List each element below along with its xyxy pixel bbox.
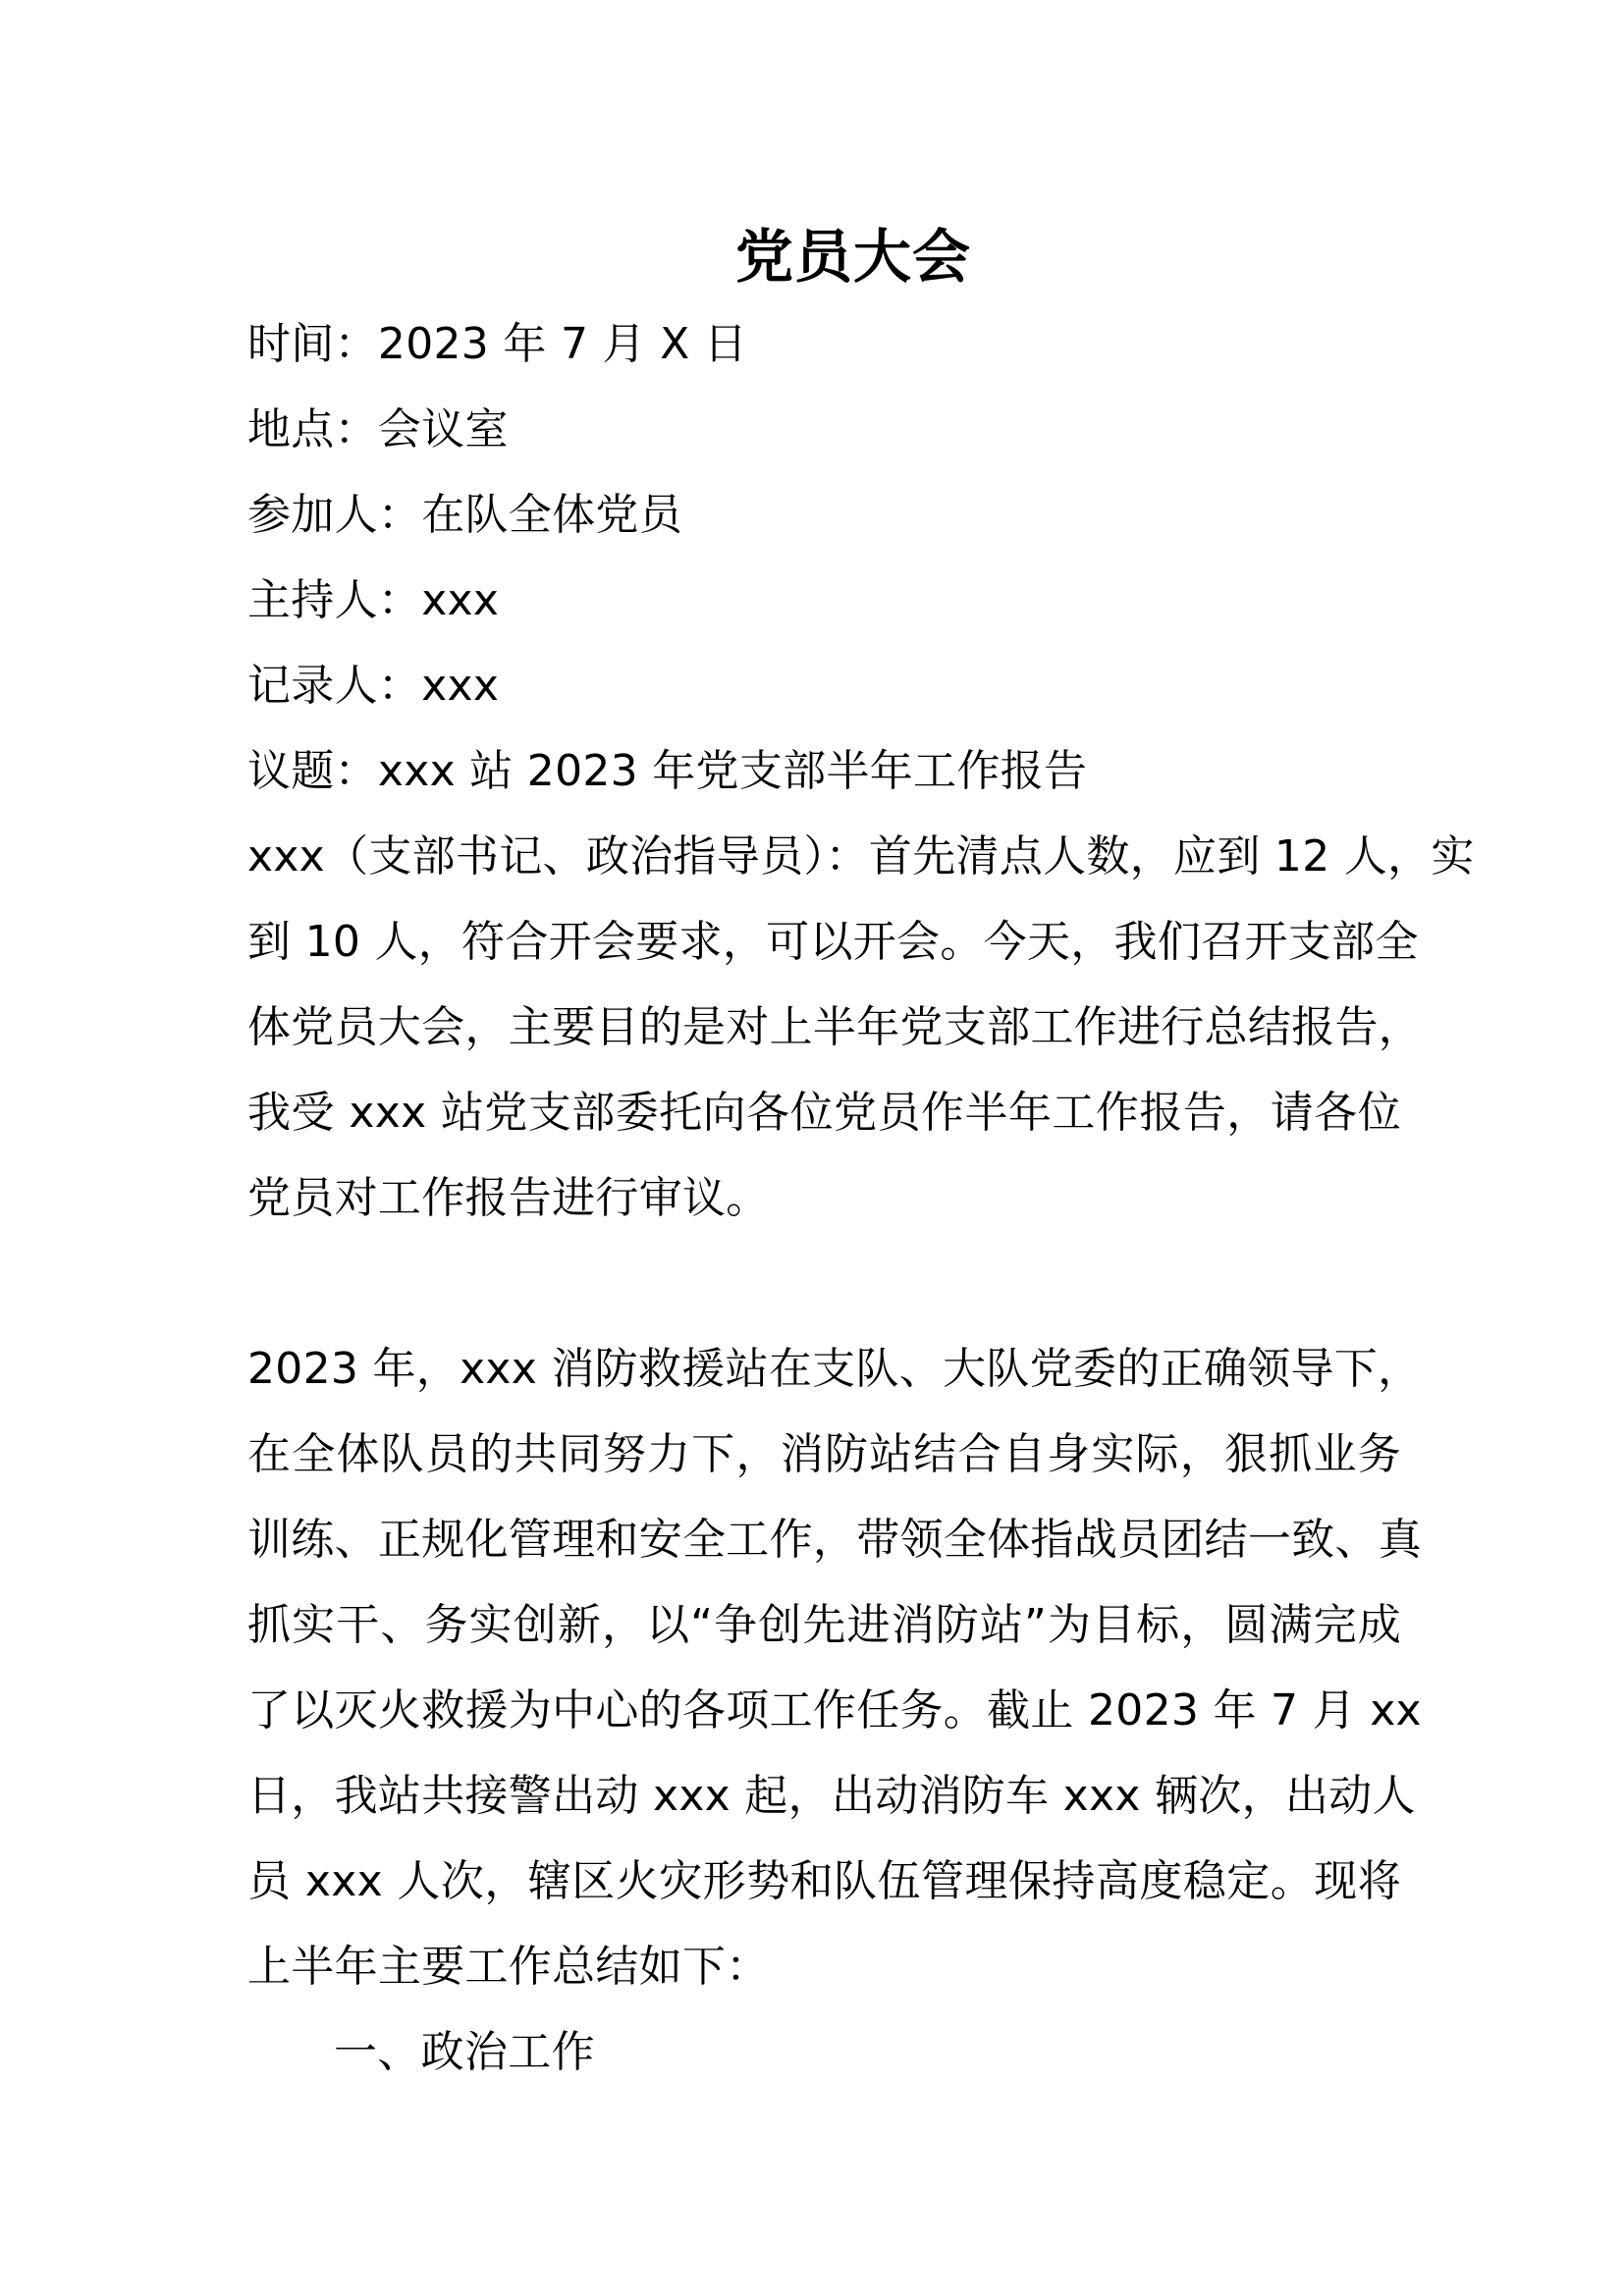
meeting-host: 主持人：xxx [247, 575, 500, 625]
opening-line: 体党员大会，主要目的是对上半年党支部工作进行总结报告， [247, 1002, 1423, 1052]
opening-line: 党员对工作报告进行审议。 [247, 1173, 770, 1223]
document-title: 党员大会 [734, 223, 971, 291]
opening-line: 到 10 人，符合开会要求，可以开会。今天，我们召开支部全 [247, 917, 1419, 967]
report-line: 在全体队员的共同努力下，消防站结合自身实际，狠抓业务 [247, 1429, 1401, 1479]
opening-line: 我受 xxx 站党支部委托向各位党员作半年工作报告，请各位 [247, 1088, 1401, 1138]
report-line: 训练、正规化管理和安全工作，带领全体指战员团结一致、真 [247, 1515, 1423, 1565]
opening-paragraph [247, 814, 1475, 1241]
section-heading: 一、政治工作 [334, 2027, 595, 2077]
report-line: 上半年主要工作总结如下： [247, 1942, 770, 1992]
paragraph-spacer [247, 1241, 1401, 1326]
meeting-participants: 参加人：在队全体党员 [247, 490, 682, 540]
report-line: 2023 年，xxx 消防救援站在支队、大队党委的正确领导下， [247, 1344, 1422, 1394]
report-line: 了以灭火救援为中心的各项工作任务。截止 2023 年 7 月 xx [247, 1685, 1422, 1735]
report-line: 日，我站共接警出动 xxx 起，出动消防车 xxx 辆次，出动人 [247, 1771, 1416, 1821]
report-paragraph [247, 1326, 1423, 2009]
report-line: 抓实干、务实创新，以“争创先进消防站”为目标，圆满完成 [247, 1600, 1401, 1650]
opening-line: xxx（支部书记、政治指导员）：首先清点人数，应到 12 人，实 [247, 831, 1475, 881]
meeting-topic: 议题：xxx 站 2023 年党支部半年工作报告 [247, 746, 1088, 796]
meeting-place: 地点：会议室 [247, 404, 509, 454]
meeting-time: 时间：2023 年 7 月 X 日 [247, 319, 748, 369]
document-body [247, 301, 1475, 2095]
meeting-recorder: 记录人：xxx [247, 661, 500, 711]
report-line: 员 xxx 人次，辖区火灾形势和队伍管理保持高度稳定。现将 [247, 1856, 1401, 1906]
